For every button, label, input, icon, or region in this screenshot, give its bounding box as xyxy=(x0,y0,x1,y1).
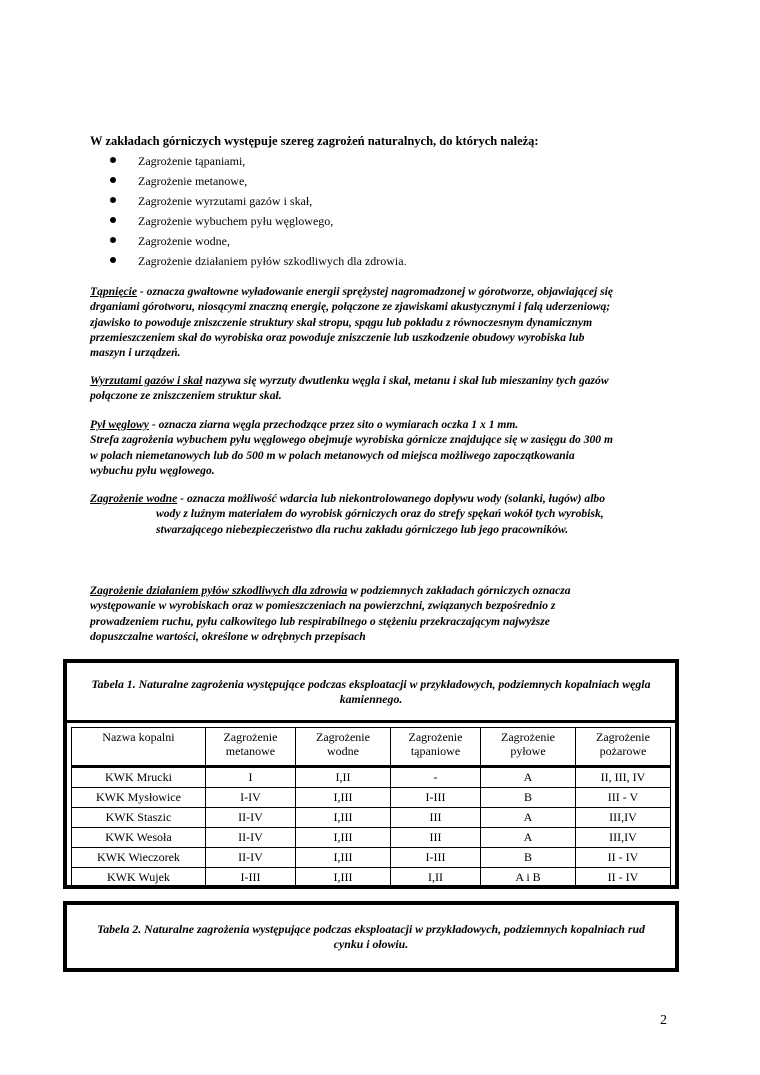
table-cell: III - V xyxy=(575,788,670,808)
term-pyly-szkodliwe: Zagrożenie działaniem pyłów szkodliwych dla zdrowia xyxy=(90,584,348,597)
paragraph-text: w polach niemetanowych lub do 500 m w polach metanowych od miejsca możliwego zapoczątkowania xyxy=(90,448,575,462)
table-cell: A i B xyxy=(481,868,576,888)
paragraph-pyly-szkodliwe xyxy=(90,583,690,644)
table-cell: I,II xyxy=(296,767,391,788)
list-item-text: Zagrożenie wodne, xyxy=(138,234,230,248)
term-zagrozenie-wodne: Zagrożenie wodne xyxy=(90,492,178,505)
table-row xyxy=(72,848,671,868)
table-cell: III,IV xyxy=(575,808,670,828)
term-wyrzuty: Wyrzutami gazów i skał xyxy=(90,374,203,387)
paragraph-text: stwarzającego niebezpieczeństwo dla ruchu zakładu górniczego lub jego pracowników. xyxy=(156,522,569,536)
table-cell: I,III xyxy=(296,808,391,828)
paragraph-pyl-weglowy xyxy=(90,417,690,478)
paragraph-text: Strefa zagrożenia wybuchem pyłu węglowego obejmuje wyrobiska górnicze znajdujące się w zasięgu do 300 m xyxy=(90,433,614,447)
bullet-icon xyxy=(110,257,116,263)
table-cell: A xyxy=(481,808,576,828)
paragraph-text: dopuszczalne wartości, określone w odrębnych przepisach xyxy=(90,629,366,643)
table-cell: I,III xyxy=(296,848,391,868)
table-header-row xyxy=(72,728,671,767)
table-cell: A xyxy=(481,828,576,848)
table-cell: II-IV xyxy=(205,808,295,828)
list-item-text: Zagrożenie tąpaniami, xyxy=(138,154,246,168)
table-cell: I-III xyxy=(390,848,480,868)
intro-heading: W zakładach górniczych występuje szereg zagrożeń naturalnych, do których należą: xyxy=(90,134,539,148)
table-row xyxy=(72,767,671,788)
table-cell: KWK Wieczorek xyxy=(72,848,206,868)
table-cell: III,IV xyxy=(575,828,670,848)
table-row xyxy=(72,828,671,848)
paragraph-text: nazywa się wyrzuty dwutlenku węgla i skał, metanu i skał lub mieszaniny tych gazów xyxy=(202,374,609,387)
bullet-icon xyxy=(110,197,116,203)
paragraph-text: - oznacza możliwość wdarcia lub niekontrolowanego dopływu wody (solanki, ługów) albo xyxy=(177,492,606,505)
list-item xyxy=(110,211,407,231)
table-cell: II, III, IV xyxy=(575,767,670,788)
table-cell: I-III xyxy=(390,788,480,808)
table-cell: III xyxy=(390,828,480,848)
list-item-text: Zagrożenie wyrzutami gazów i skał, xyxy=(138,194,313,208)
list-item xyxy=(110,171,407,191)
list-item xyxy=(110,191,407,211)
table-cell: A xyxy=(481,767,576,788)
paragraph-text: w podziemnych zakładach górniczych oznacza xyxy=(347,584,571,597)
paragraph-text: zjawisko to powoduje zniszczenie struktury skał stropu, spągu lub pokładu z równoczesnym dynamicznym xyxy=(90,315,593,329)
hazard-list xyxy=(110,151,407,271)
table-cell: II - IV xyxy=(575,848,670,868)
header-cell: Zagrożenie metanowe xyxy=(205,728,295,767)
table-row xyxy=(72,788,671,808)
table-cell: I-III xyxy=(205,868,295,888)
table-cell: KWK Wesoła xyxy=(72,828,206,848)
list-item-text: Zagrożenie metanowe, xyxy=(138,174,248,188)
list-item-text: Zagrożenie wybuchem pyłu węglowego, xyxy=(138,214,334,228)
bullet-icon xyxy=(110,177,116,183)
table-cell: I,II xyxy=(390,868,480,888)
paragraph-text: połączone ze zniszczeniem struktur skał. xyxy=(90,389,282,403)
table-cell: KWK Mrucki xyxy=(72,767,206,788)
paragraph-text: występowanie w wyrobiskach oraz w pomieszczeniach na powierzchni, związanych bezpośrednio z xyxy=(90,599,556,613)
table-cell: III xyxy=(390,808,480,828)
table-1 xyxy=(71,727,671,888)
paragraph-text: przemieszczeniem skał do wyrobiska oraz powoduje zniszczenie lub uszkodzenie obudowy wyrobiska lub xyxy=(90,330,585,344)
header-cell: Zagrożenie pyłowe xyxy=(481,728,576,767)
paragraph-text: wybuchu pyłu węglowego. xyxy=(90,463,215,477)
table-cell: KWK Mysłowice xyxy=(72,788,206,808)
table-cell: I-IV xyxy=(205,788,295,808)
paragraph-text: wody z luźnym materiałem do wyrobisk górniczych oraz do strefy spękań wokół tych wyrobisk, xyxy=(156,507,604,521)
term-tapniecie: Tąpnięcie xyxy=(90,285,138,298)
bullet-icon xyxy=(110,217,116,223)
table-1-caption: Tabela 1. Naturalne zagrożenia występujące podczas eksploatacji w przykładowych, podziemnych kopalniach węgla kamiennego. xyxy=(67,663,675,723)
page-number: 2 xyxy=(660,1013,667,1028)
table-cell: I xyxy=(205,767,295,788)
paragraph-text: prowadzeniem ruchu, pyłu całkowitego lub respirabilnego o stężeniu przekraczającym najwyższe xyxy=(90,614,550,628)
paragraph-tapniecie xyxy=(90,284,690,360)
table-cell: I,III xyxy=(296,788,391,808)
list-item xyxy=(110,151,407,171)
table-cell: B xyxy=(481,788,576,808)
table-cell: KWK Wujek xyxy=(72,868,206,888)
paragraph-text: - oznacza gwałtowne wyładowanie energii sprężystej nagromadzonej w górotworze, objawiającej się xyxy=(137,285,614,298)
bullet-icon xyxy=(110,157,116,163)
list-item-text: Zagrożenie działaniem pyłów szkodliwych dla zdrowia. xyxy=(138,254,407,268)
term-pyl-weglowy: Pył węglowy xyxy=(90,418,149,431)
table-row xyxy=(72,808,671,828)
table-cell: - xyxy=(390,767,480,788)
table-cell: I,III xyxy=(296,828,391,848)
header-cell: Nazwa kopalni xyxy=(72,728,206,767)
table-cell: I,III xyxy=(296,868,391,888)
table-cell: B xyxy=(481,848,576,868)
paragraph-text: - oznacza ziarna węgla przechodzące przez sito o wymiarach oczka 1 x 1 mm. xyxy=(148,418,519,431)
table-row xyxy=(72,868,671,888)
table-cell: II - IV xyxy=(575,868,670,888)
header-cell: Zagrożenie tąpaniowe xyxy=(390,728,480,767)
list-item xyxy=(110,251,407,271)
table-cell: II-IV xyxy=(205,848,295,868)
list-item xyxy=(110,231,407,251)
bullet-icon xyxy=(110,237,116,243)
paragraph-wyrzuty xyxy=(90,373,690,404)
table-1-frame xyxy=(63,659,679,889)
table-2-caption: Tabela 2. Naturalne zagrożenia występujące podczas eksploatacji w przykładowych, podziemnych kopalniach rud cynku i ołowiu. xyxy=(63,901,679,972)
table-cell: II-IV xyxy=(205,828,295,848)
header-cell: Zagrożenie pożarowe xyxy=(575,728,670,767)
table-cell: KWK Staszic xyxy=(72,808,206,828)
paragraph-text: drganiami górotworu, niosącymi znaczną energię, połączone ze zjawiskami akustycznymi i falą uderzeniową; xyxy=(90,300,611,314)
paragraph-text: maszyn i urządzeń. xyxy=(90,346,181,360)
paragraph-zagrozenie-wodne xyxy=(90,491,690,537)
header-cell: Zagrożenie wodne xyxy=(296,728,391,767)
